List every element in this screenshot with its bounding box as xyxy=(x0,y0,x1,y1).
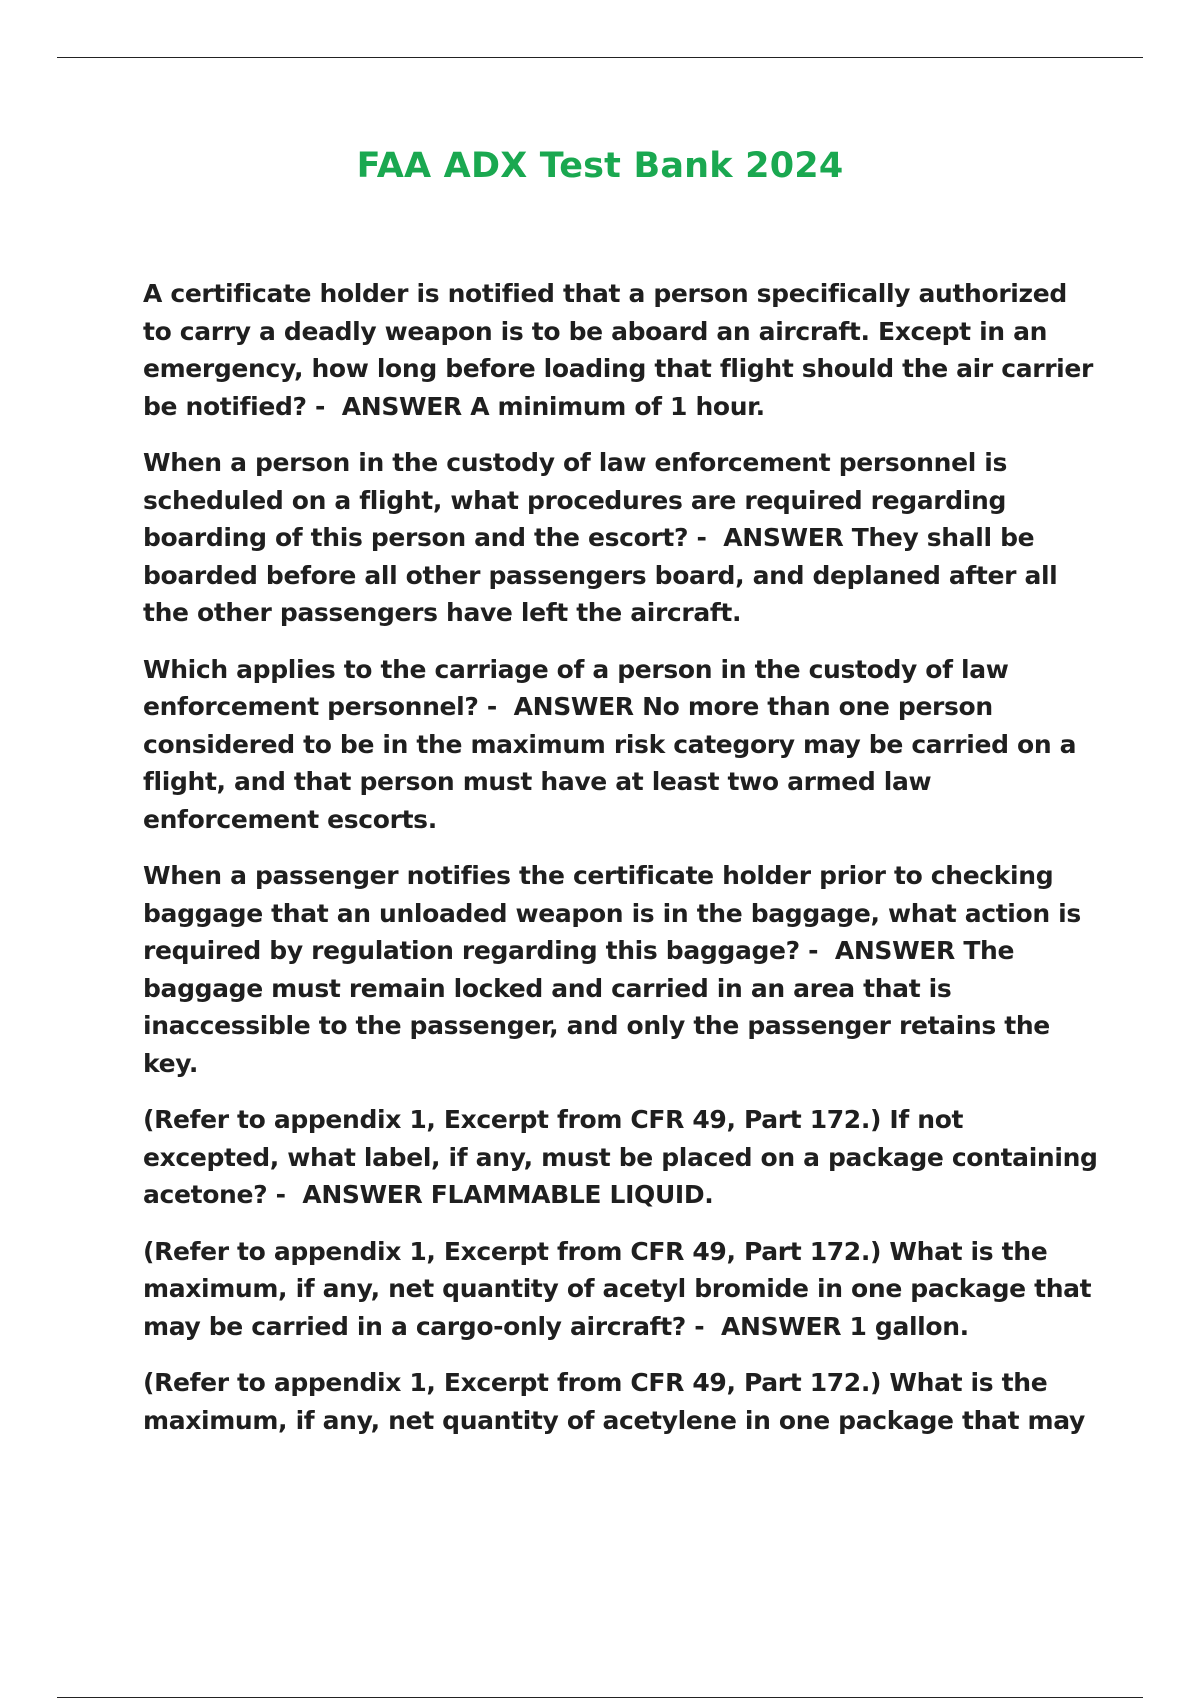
answer-label: ANSWER xyxy=(341,391,462,421)
qa-item-2 xyxy=(143,444,1103,632)
question-text: (Refer to appendix 1, Excerpt from CFR 49, Part 172.) What is the maximum, if any, net quantity of acetylene in one package that may xyxy=(143,1368,1085,1435)
separator: - xyxy=(688,523,715,552)
answer-label: ANSWER xyxy=(302,1180,423,1209)
separator: - xyxy=(478,692,506,721)
question-text: Which applies to the carriage of a person in the custody of law enforcement personnel? xyxy=(143,654,1009,721)
page-title: FAA ADX Test Bank 2024 xyxy=(356,146,844,186)
qa-item-5 xyxy=(143,1101,1103,1214)
separator: - xyxy=(799,936,827,965)
question-text: When a passenger notifies the certificate holder prior to checking baggage that an unloaded weapon is in the baggage, what action is required by regulation regarding this baggage? xyxy=(143,861,1081,965)
answer-text: No more than one person considered to be in the maximum risk category may be carried on a flight, and that person must have at least two armed law enforcement escorts. xyxy=(143,692,1077,834)
bottom-divider xyxy=(57,1697,1143,1698)
answer-label: ANSWER xyxy=(834,936,955,965)
qa-item-4 xyxy=(143,857,1103,1082)
answer-label: ANSWER xyxy=(513,692,634,721)
answer-text: 1 gallon. xyxy=(849,1311,969,1341)
answer-text: A minimum of 1 hour. xyxy=(470,391,765,421)
separator: - xyxy=(306,391,334,421)
question-text: When a person in the custody of law enforcement personnel is scheduled on a flight, what procedures are required regarding boarding of this person and the escort? xyxy=(143,448,1008,552)
answer-label: ANSWER xyxy=(723,523,844,552)
answer-label: ANSWER xyxy=(721,1311,842,1341)
question-text: A certificate holder is notified that a person specifically authorized to carry a deadly weapon is to be aboard an aircraft. Except in an emergency, how long before loading that flight should the air carrier be notified? xyxy=(143,279,1093,421)
separator: - xyxy=(685,1311,713,1341)
separator: - xyxy=(267,1180,294,1209)
qa-item-7 xyxy=(143,1364,1103,1439)
qa-item-6 xyxy=(143,1233,1103,1346)
answer-text: The baggage must remain locked and carried in an area that is inaccessible to the passenger, and only the passenger retains the key. xyxy=(143,936,1050,1078)
question-list xyxy=(143,275,1103,1458)
question-text: (Refer to appendix 1, Excerpt from CFR 49, Part 172.) What is the maximum, if any, net quantity of acetyl bromide in one package that may be carried in a cargo-only aircraft? xyxy=(143,1236,1092,1341)
answer-text: FLAMMABLE LIQUID. xyxy=(430,1180,714,1209)
answer-text: They shall be boarded before all other passengers board, and deplaned after all the other passengers have left the aircraft. xyxy=(143,523,1058,627)
question-text: (Refer to appendix 1, Excerpt from CFR 49, Part 172.) If not excepted, what label, if any, must be placed on a package containing acetone? xyxy=(143,1105,1098,1209)
qa-item-3 xyxy=(143,651,1103,839)
top-divider xyxy=(57,57,1143,58)
qa-item-1 xyxy=(143,275,1103,425)
